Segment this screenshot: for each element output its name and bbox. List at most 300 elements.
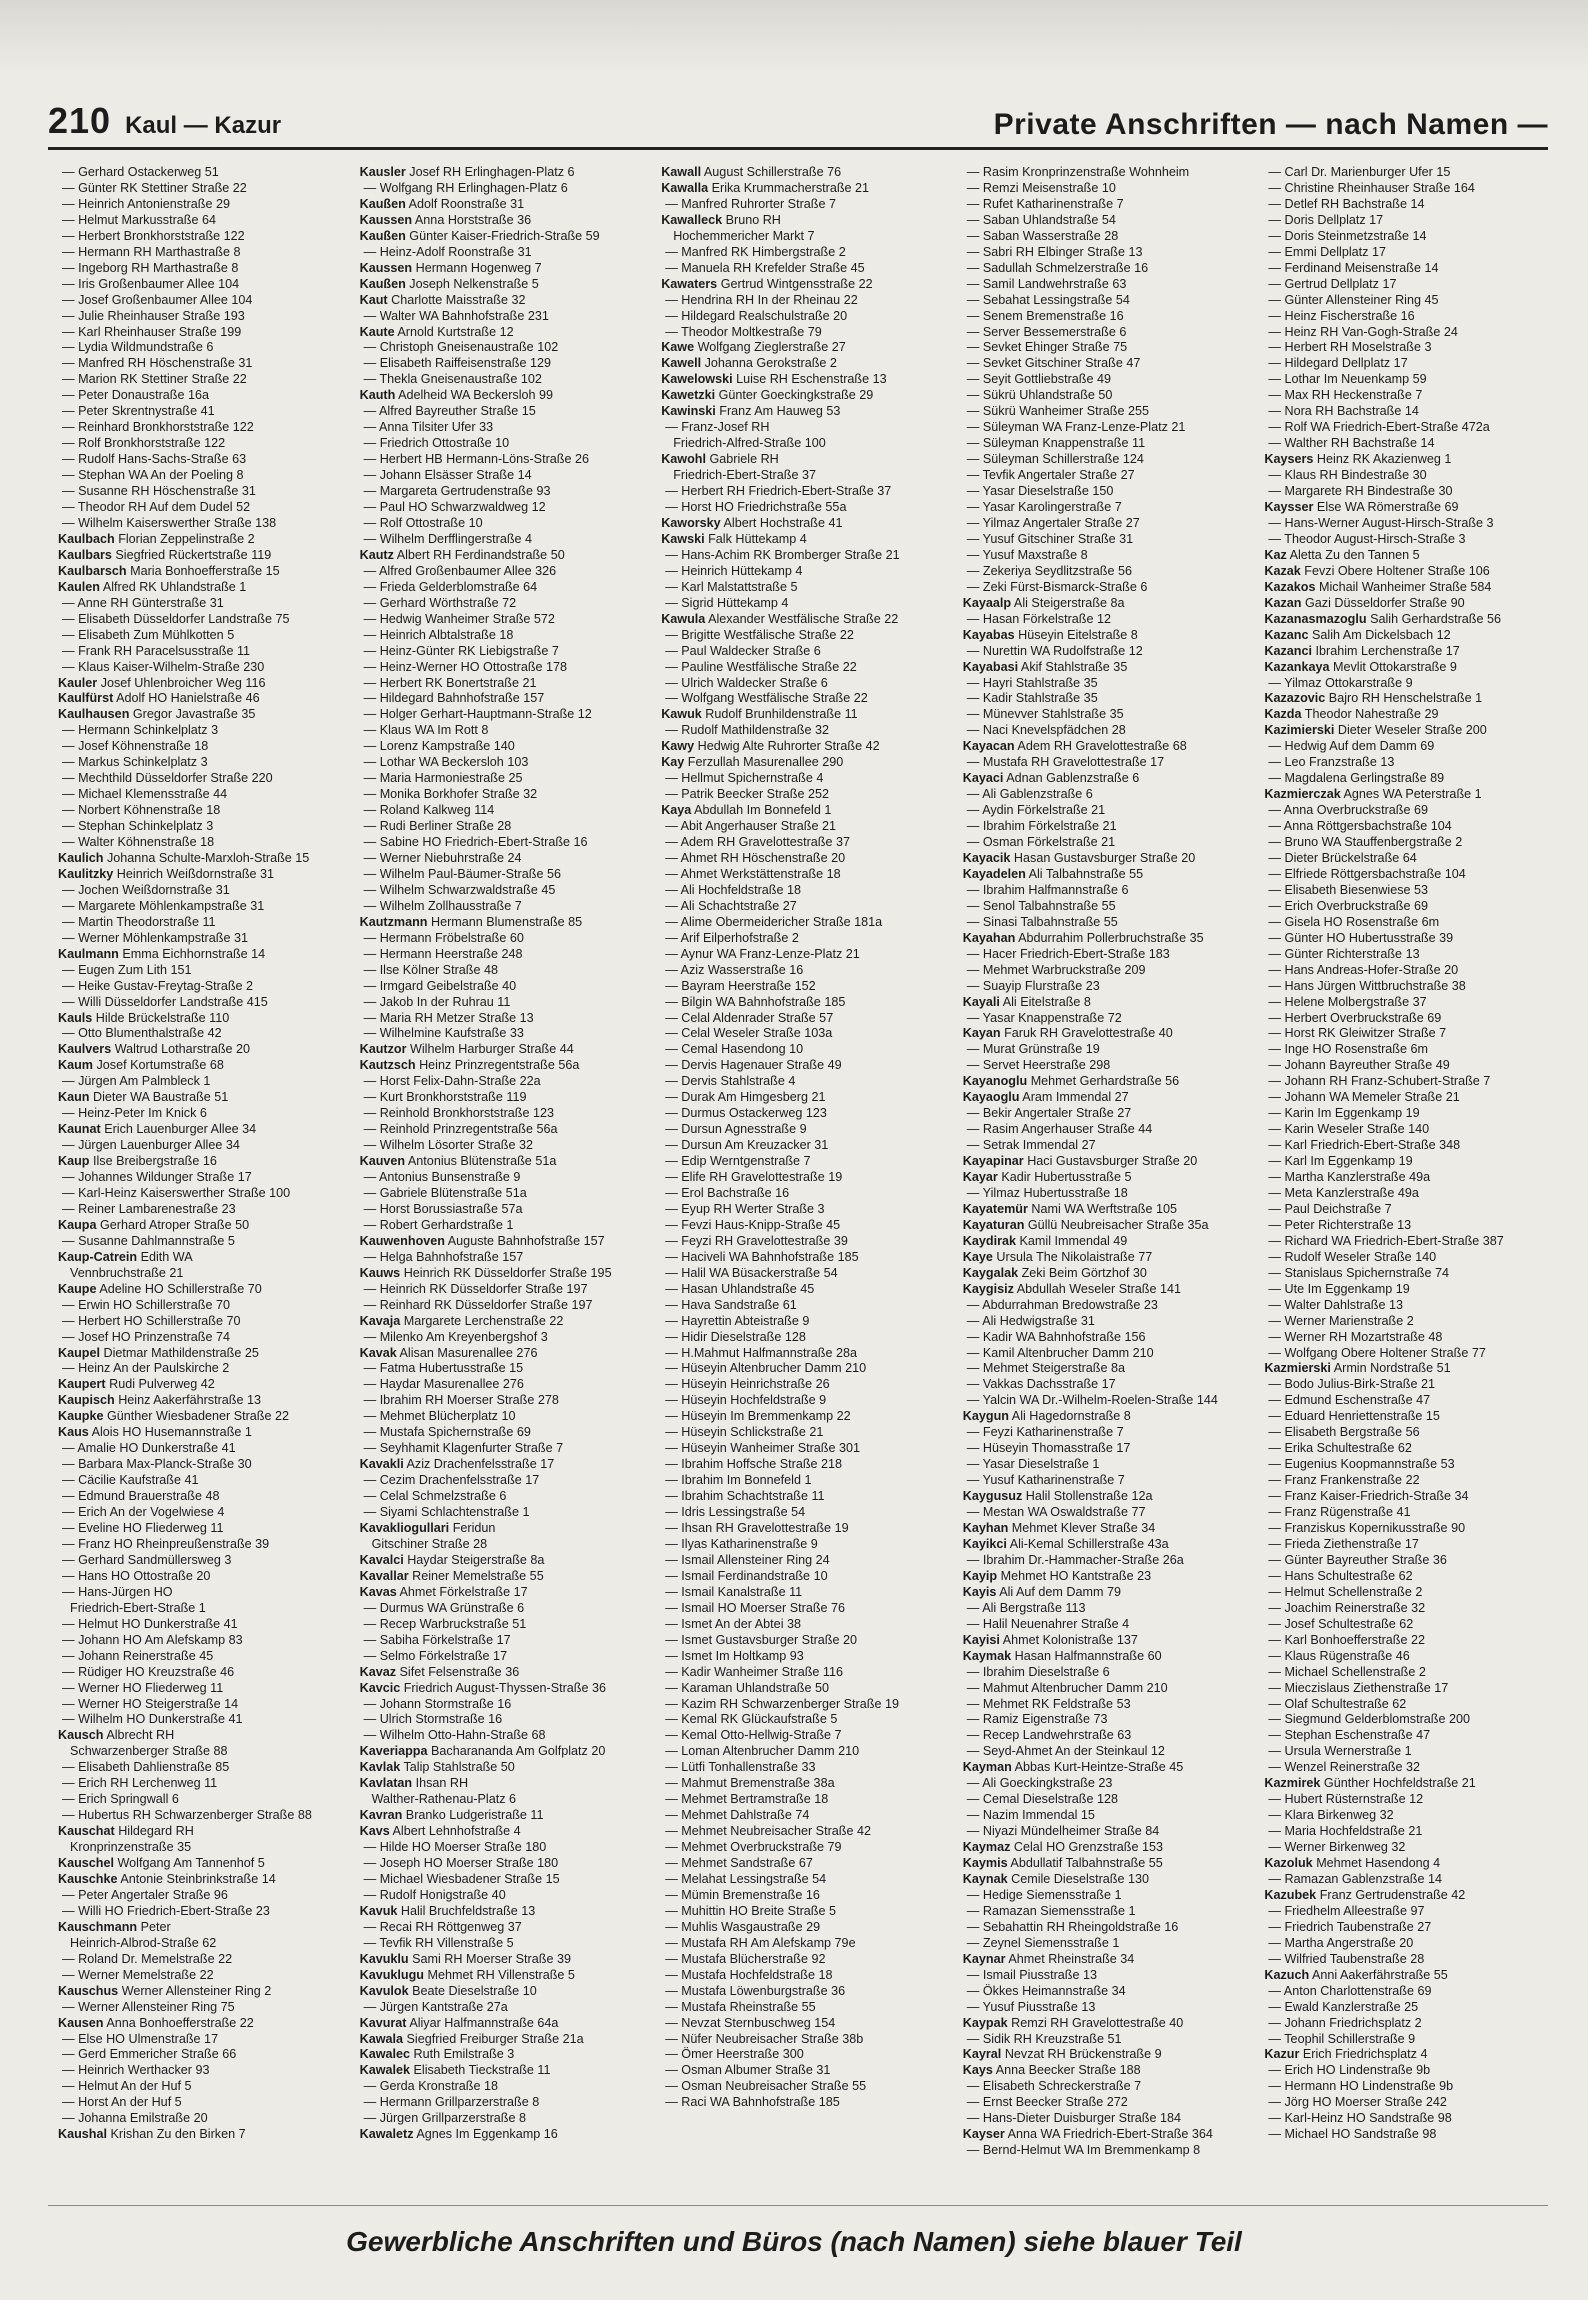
entry-text: Franziskus Kopernikusstraße 90 [1284, 1521, 1466, 1536]
entry-text: Mustafa RH Am Alefskamp 79e [681, 1935, 856, 1950]
directory-entry: — Samil Landwehrstraße 63 [966, 276, 1127, 291]
directory-entry [360, 165, 644, 181]
entry-text: Hans-Dieter Duisburger Straße 184 [982, 2111, 1181, 2126]
entry-text: Mehmet Warbruckstraße 209 [982, 962, 1146, 977]
surname: Kazmirek [1264, 1776, 1321, 1791]
directory-entry: — Ibrahim Dr.-Hammacher-Straße 26a [966, 1552, 1184, 1567]
directory-entry: — Ewald Kanzlerstraße 25 [1268, 1999, 1419, 2014]
entry-text: Eugen Zum Lith 151 [78, 962, 192, 977]
entry-text: Cemile Dieselstraße 130 [1011, 1871, 1149, 1886]
directory-entry: — Fatma Hubertusstraße 15 [363, 1361, 524, 1376]
surname: Kaysser [1264, 500, 1314, 515]
directory-entry: — Franz HO Rheinpreußenstraße 39 [62, 1536, 270, 1551]
entry-text: Karl Malstattstraße 5 [681, 579, 798, 594]
directory-entry: — Wilhelm Zollhausstraße 7 [363, 898, 522, 913]
directory-entry: — Seyd-Ahmet An der Steinkaul 12 [966, 1744, 1165, 1759]
directory-entry [963, 660, 1247, 676]
directory-entry: — Johann WA Memeler Straße 21 [1268, 1090, 1460, 1105]
directory-entry [1264, 500, 1548, 516]
directory-entry: — Erich Springwall 6 [62, 1792, 179, 1807]
entry-text: Ihsan RH Gravelottestraße 19 [681, 1521, 849, 1536]
entry-text: Alois HO Husemannstraße 1 [91, 1425, 252, 1440]
directory-entry: — Erol Bachstraße 16 [665, 1186, 790, 1200]
entry-text: Joseph Nelkenstraße 5 [409, 276, 539, 291]
entry-text: Heinz-Adolf Roonstraße 31 [379, 244, 532, 259]
directory-entry [1264, 1888, 1548, 1904]
surname: Kawala [359, 2031, 403, 2046]
entry-text: Franz Rügenstraße 41 [1284, 1505, 1411, 1520]
directory-entry: — Mustafa RH Am Alefskamp 79e [665, 1935, 856, 1950]
directory-entry: — Franz-Josef RH [665, 420, 770, 435]
directory-entry: — Thekla Gneisenaustraße 102 [363, 372, 542, 387]
entry-text: Zekeriya Seydlitzstraße 56 [982, 563, 1132, 578]
entry-text: Hubertus RH Schwarzenberger Straße 88 [78, 1808, 312, 1823]
directory-entry: — Frieda Gelderblomstraße 64 [363, 579, 538, 594]
directory-entry: — Norbert Köhnenstraße 18 [62, 803, 221, 818]
directory-entry: — Naci Knevelspfädchen 28 [966, 723, 1126, 738]
directory-entry: — Ibrahim Im Bonnefeld 1 [665, 1473, 812, 1488]
entry-text: Mustafa Rheinstraße 55 [681, 1999, 816, 2014]
directory-entry [963, 596, 1247, 612]
entry-text: Anna WA Friedrich-Ebert-Straße 364 [1007, 2127, 1213, 2142]
directory-entry: — Ismet Im Holtkamp 93 [665, 1648, 804, 1663]
entry-text: Maria Bonhoefferstraße 15 [130, 563, 280, 578]
directory-entry: — Wilhelm Paul-Bäumer-Straße 56 [363, 866, 561, 881]
entry-text: Ilse Breibergstraße 16 [92, 1154, 217, 1169]
directory-entry: — Hedige Siemensstraße 1 [966, 1887, 1122, 1902]
entry-text: Karl Rheinhauser Straße 199 [78, 324, 242, 339]
entry-text: Ilyas Katharinenstraße 9 [681, 1536, 818, 1551]
entry-text: Maria Harmoniestraße 25 [379, 771, 523, 786]
directory-entry: — Hüseyin Heinrichstraße 26 [665, 1377, 830, 1392]
directory-entry: — Hedwig Wanheimer Straße 572 [363, 611, 555, 626]
entry-text: Mehmet Steigerstraße 8a [982, 1361, 1125, 1376]
directory-entry: — Süleyman Schillerstraße 124 [966, 452, 1144, 467]
entry-text: Günter RK Stettiner Straße 22 [78, 180, 247, 195]
directory-entry [58, 1984, 342, 2000]
entry-text: Siyami Schlachtenstraße 1 [379, 1505, 530, 1520]
entry-text: Süleyman Schillerstraße 124 [982, 452, 1144, 467]
directory-entry [1264, 787, 1548, 803]
entry-text: Manfred Ruhrorter Straße 7 [681, 196, 836, 211]
entry-text: Wilhelm Kaiserswerther Straße 138 [78, 515, 277, 530]
entry-text: Emma Eichhornstraße 14 [122, 946, 266, 961]
surname: Kaulmann [58, 946, 119, 961]
entry-text: Hendrina RH In der Rheinau 22 [681, 292, 858, 307]
entry-text: Paul HO Schwarzwaldweg 12 [379, 500, 546, 515]
entry-text: Anton Charlottenstraße 69 [1283, 1983, 1432, 1998]
entry-text: Süleyman WA Franz-Lenze-Platz 21 [982, 420, 1186, 435]
entry-text: Kemal RK Glückaufstraße 5 [681, 1712, 838, 1727]
directory-entry: — Hermann Schinkelplatz 3 [62, 723, 219, 738]
entry-text: Arif Eilperhofstraße 2 [680, 930, 799, 945]
directory-entry: — Tevfik RH Villenstraße 5 [363, 1935, 514, 1950]
entry-text: Muhlis Wasgaustraße 29 [681, 1919, 821, 1934]
directory-entry [661, 404, 945, 420]
directory-entry [58, 2016, 342, 2032]
directory-entry: — Horst Felix-Dahn-Straße 22a [363, 1074, 541, 1089]
entry-text: Rasim Angerhauser Straße 44 [982, 1122, 1153, 1137]
entry-text: Heinrich Werthacker 93 [78, 2063, 210, 2078]
directory-entry: — Heinz An der Paulskirche 2 [62, 1361, 230, 1376]
directory-entry [963, 2047, 1247, 2063]
entry-text: Wenzel Reinerstraße 32 [1284, 1760, 1421, 1775]
entry-text: Klaus RH Bindestraße 30 [1284, 468, 1427, 483]
surname: Kawe [661, 340, 695, 355]
directory-entry [360, 2047, 644, 2063]
directory-entry [963, 1202, 1247, 1218]
surname: Kauler [58, 675, 98, 690]
directory-entry: — Jochen Weißdornstraße 31 [62, 882, 230, 897]
entry-text: Stanislaus Spichernstraße 74 [1284, 1265, 1449, 1280]
directory-entry [58, 1266, 342, 1282]
entry-text: Hüseyin Altenbrucher Damm 210 [681, 1361, 867, 1376]
entry-text: Hochemmericher Markt 7 [673, 228, 815, 243]
directory-entry: — Wilhelm Lösorter Straße 32 [363, 1138, 533, 1153]
directory-entry: — Doris Steinmetzstraße 14 [1268, 228, 1427, 243]
entry-text: Susanne RH Höschenstraße 31 [78, 484, 256, 499]
entry-text: Friedrich-Alfred-Straße 100 [673, 436, 826, 451]
surname: Kayadelen [962, 866, 1026, 881]
entry-text: Thekla Gneisenaustraße 102 [379, 372, 542, 387]
entry-text: Erol Bachstraße 16 [681, 1186, 790, 1200]
directory-entry: — Yasar Karolingerstraße 7 [966, 500, 1122, 515]
directory-entry [360, 1585, 644, 1601]
directory-entry [963, 851, 1247, 867]
surname: Kazmierczak [1264, 787, 1341, 802]
directory-entry: — Stephan Eschenstraße 47 [1268, 1728, 1431, 1743]
entry-text: Max RH Heckenstraße 7 [1284, 388, 1423, 403]
entry-text: Dieter WA Baustraße 51 [92, 1090, 229, 1105]
entry-text: Hacer Friedrich-Ebert-Straße 183 [982, 946, 1170, 961]
surname: Kazimierski [1264, 723, 1335, 738]
directory-entry: — Ismail HO Moerser Straße 76 [665, 1600, 846, 1615]
directory-entry: — Mustafa Blücherstraße 92 [665, 1951, 826, 1966]
entry-text: Seyit Gottliebstraße 49 [982, 372, 1111, 387]
directory-entry [360, 229, 644, 245]
entry-text: Hasan Halfmannstraße 60 [1014, 1648, 1162, 1663]
directory-entry: — Nazim Immendal 15 [966, 1808, 1095, 1823]
entry-text: Yasar Dieselstraße 1 [982, 1457, 1100, 1472]
entry-text: Gabriele RH [709, 452, 779, 467]
directory-entry: — Michael Wiesbadener Straße 15 [363, 1871, 560, 1886]
entry-text: Robert Gerhardstraße 1 [379, 1217, 514, 1232]
surname: Kawalec [359, 2047, 410, 2062]
entry-text: Nora RH Bachstraße 14 [1284, 404, 1419, 419]
entry-text: Bruno RH [725, 212, 781, 227]
directory-entry: — Erich Overbruckstraße 69 [1268, 898, 1428, 913]
directory-entry [360, 1346, 644, 1362]
entry-text: Luise RH Eschenstraße 13 [736, 372, 887, 387]
directory-entry [1264, 660, 1548, 676]
entry-text: Doris Dellplatz 17 [1284, 212, 1384, 227]
directory-entry: — Anna Tilsiter Ufer 33 [363, 420, 494, 435]
entry-text: Werner HO Fliederweg 11 [78, 1680, 224, 1695]
surname: Kazazovic [1264, 691, 1326, 706]
directory-entry: — Amalie HO Dunkerstraße 41 [62, 1441, 236, 1456]
entry-text: Monika Borkhofer Straße 32 [379, 787, 538, 802]
directory-entry [963, 1489, 1247, 1505]
entry-text: Sinasi Talbahnstraße 55 [982, 914, 1118, 929]
entry-text: Günter Bayreuther Straße 36 [1284, 1552, 1447, 1567]
directory-entry: — Johann Elsässer Straße 14 [363, 468, 532, 483]
entry-text: Horst Felix-Dahn-Straße 22a [379, 1074, 541, 1089]
surname: Kaulvers [58, 1042, 112, 1057]
directory-entry: — Sükrü Uhlandstraße 50 [966, 388, 1113, 403]
directory-entry [360, 1314, 644, 1330]
directory-entry: — Hüseyin Wanheimer Straße 301 [665, 1441, 861, 1456]
directory-entry: — Münevver Stahlstraße 35 [966, 707, 1124, 722]
directory-entry: — Olaf Schultestraße 62 [1268, 1696, 1407, 1711]
entry-text: Mehmet Blücherplatz 10 [379, 1409, 516, 1424]
entry-text: Klaus Rügenstraße 46 [1284, 1648, 1410, 1663]
directory-entry: — Ernst Beecker Straße 272 [966, 2095, 1128, 2110]
entry-text: Herbert HO Schillerstraße 70 [78, 1313, 241, 1328]
entry-text: Ferzullah Masurenallee 290 [687, 755, 844, 770]
entry-text: Wolfgang Westfälische Straße 22 [681, 691, 868, 706]
directory-entry: — Ramazan Gablenzstraße 14 [1268, 1871, 1442, 1886]
entry-text: Josef Großenbaumer Allee 104 [78, 292, 253, 307]
directory-entry: — Aziz Wasserstraße 16 [665, 962, 804, 977]
surname: Kaygusuz [962, 1489, 1023, 1504]
surname: Kazuch [1264, 1967, 1310, 1982]
entry-text: Ibrahim Halfmannstraße 6 [982, 882, 1129, 897]
directory-entry: — Haydar Masurenallee 276 [363, 1377, 524, 1392]
entry-text: Osman Neubreisacher Straße 55 [681, 2079, 867, 2094]
directory-entry: — Brigitte Westfälische Straße 22 [665, 627, 854, 642]
surname: Kauschat [58, 1824, 115, 1839]
directory-entry: — Hans HO Ottostraße 20 [62, 1568, 211, 1583]
directory-entry: — Bilgin WA Bahnhofstraße 185 [665, 994, 846, 1009]
entry-text: Abdullah Weseler Straße 141 [1016, 1281, 1181, 1296]
entry-text: Celal Schmelzstraße 6 [379, 1489, 507, 1504]
directory-entry: — Werner Möhlenkampstraße 31 [62, 930, 248, 945]
entry-text: Mehmet Dahlstraße 74 [681, 1808, 810, 1823]
directory-entry [963, 1170, 1247, 1186]
entry-text: Karl Bonhoefferstraße 22 [1284, 1632, 1425, 1647]
directory-entry: — Martha Angerstraße 20 [1268, 1935, 1414, 1950]
directory-entry: — Stanislaus Spichernstraße 74 [1268, 1265, 1449, 1280]
directory-entry: — Lydia Wildmundstraße 6 [62, 340, 214, 355]
directory-entry: — Paul Deichstraße 7 [1268, 1201, 1392, 1216]
directory-entry: — Herbert RK Bonertstraße 21 [363, 675, 537, 690]
surname: Kaynak [962, 1871, 1008, 1886]
entry-text: Ahmet RH Höschenstraße 20 [680, 850, 846, 865]
directory-entry: — Wolfgang RH Erlinghagen-Platz 6 [363, 180, 568, 195]
entry-text: Ali Talbahnstraße 55 [1028, 866, 1144, 881]
page-header [48, 92, 1548, 142]
directory-entry: — Peter Richterstraße 13 [1268, 1217, 1412, 1232]
entry-text: Ökkes Heimannstraße 34 [982, 1983, 1126, 1998]
entry-text: Klaus WA Im Rott 8 [379, 723, 489, 738]
surname: Kayali [962, 994, 1000, 1009]
directory-entry: — Durmus Ostackerweg 123 [665, 1106, 827, 1121]
entry-text: Maria RH Metzer Straße 13 [379, 1010, 534, 1025]
surname: Kaupert [58, 1377, 106, 1392]
directory-entry: — Werner Allensteiner Ring 75 [62, 1999, 235, 2014]
entry-text: Elisabeth Schreckerstraße 7 [982, 2079, 1142, 2094]
surname: Kaute [359, 324, 395, 339]
entry-text: Hedwig Auf dem Damm 69 [1284, 739, 1435, 754]
entry-text: Theodor RH Auf dem Dudel 52 [77, 500, 251, 515]
entry-text: Nevzat RH Brückenstraße 9 [1004, 2047, 1162, 2062]
surname: Kavuklugu [359, 1967, 424, 1982]
directory-entry: — Helmut HO Dunkerstraße 41 [62, 1616, 238, 1631]
directory-entry: — Wolfgang Obere Holtener Straße 77 [1268, 1345, 1486, 1360]
entry-text: Reiner Lambarenestraße 23 [78, 1201, 236, 1216]
directory-entry: — Server Bessemerstraße 6 [966, 324, 1127, 339]
entry-text: Erika Schultestraße 62 [1284, 1441, 1412, 1456]
entry-text: Reinhard Bronkhorststraße 122 [78, 420, 254, 435]
surname: Kaulbars [58, 547, 112, 562]
directory-entry: — Kadir Wanheimer Straße 116 [665, 1664, 843, 1679]
directory-entry [1264, 1856, 1548, 1872]
entry-text: Hermann Blumenstraße 85 [430, 914, 583, 929]
directory-entry: — Aydin Förkelstraße 21 [966, 803, 1106, 818]
entry-text: Kadir Stahlstraße 35 [982, 691, 1098, 706]
entry-text: Helmut Schellenstraße 2 [1284, 1584, 1423, 1599]
directory-entry: — Kemal Otto-Hellwig-Straße 7 [665, 1728, 842, 1743]
directory-entry: — Celal Schmelzstraße 6 [363, 1489, 507, 1504]
surname: Kaulen [58, 579, 100, 594]
directory-entry: — Eveline HO Fliederweg 11 [62, 1521, 224, 1536]
directory-entry: — Alime Obermeidericher Straße 181a [665, 914, 883, 929]
directory-entry: — Hacer Friedrich-Ebert-Straße 183 [966, 946, 1170, 961]
directory-entry: — Ferdinand Meisenstraße 14 [1268, 260, 1439, 275]
surname: Kaygalak [962, 1265, 1019, 1280]
entry-text: Gerhard Ostackerweg 51 [78, 165, 219, 179]
directory-entry: — Teophil Schillerstraße 9 [1268, 2031, 1416, 2046]
entry-text: Sami RH Moerser Straße 39 [412, 1951, 571, 1966]
entry-text: Gisela HO Rosenstraße 6m [1284, 914, 1440, 929]
entry-text: Franz HO Rheinpreußenstraße 39 [78, 1536, 270, 1551]
entry-text: Nevzat Sternbuschweg 154 [681, 2015, 836, 2030]
surname: Kautzor [359, 1042, 407, 1057]
directory-entry: — Sadullah Schmelzerstraße 16 [966, 260, 1149, 275]
entry-text: Dieter Weseler Straße 200 [1337, 723, 1487, 738]
entry-text: Franz Frankenstraße 22 [1284, 1473, 1420, 1488]
directory-entry: — Günter Richterstraße 13 [1268, 946, 1420, 961]
directory-entry: — Nora RH Bachstraße 14 [1268, 404, 1419, 419]
surname: Kaya [661, 803, 692, 818]
entry-text: Friedrich-Ebert-Straße 1 [70, 1600, 206, 1615]
entry-text: Frieda Gelderblomstraße 64 [379, 579, 538, 594]
directory-entry [661, 213, 945, 229]
entry-text: Walther RH Bachstraße 14 [1284, 436, 1435, 451]
directory-entry: — Durmus WA Grünstraße 6 [363, 1600, 525, 1615]
surname: Kay [661, 755, 685, 770]
directory-entry [360, 325, 644, 341]
entry-text: Recep Landwehrstraße 63 [982, 1728, 1132, 1743]
entry-text: Wilhelm HO Dunkerstraße 41 [78, 1712, 243, 1727]
directory-entry: — Werner RH Mozartstraße 48 [1268, 1329, 1443, 1344]
entry-text: Günter HO Hubertusstraße 39 [1284, 930, 1454, 945]
entry-text: Helene Molbergstraße 37 [1284, 994, 1427, 1009]
entry-text: Gerhard Wörthstraße 72 [379, 595, 517, 610]
entry-text: Wilhelm Derfflingerstraße 4 [379, 531, 533, 546]
directory-entry: — Gerd Emmericher Straße 66 [62, 2047, 237, 2062]
directory-entry: — Mehmet Overbruckstraße 79 [665, 1840, 842, 1855]
directory-entry [963, 1633, 1247, 1649]
directory-entry: — Karl Rheinhauser Straße 199 [62, 324, 242, 339]
directory-entry: — Wilhelm HO Dunkerstraße 41 [62, 1712, 243, 1727]
surname: Kaydirak [962, 1233, 1017, 1248]
entry-text: Ismail Piusstraße 13 [982, 1967, 1097, 1982]
directory-entry: — Mustafa Spichernstraße 69 [363, 1425, 531, 1440]
entry-text: Mustafa Spichernstraße 69 [379, 1425, 531, 1440]
directory-entry [360, 213, 644, 229]
directory-entry [661, 707, 945, 723]
directory-entry: — Robert Gerhardstraße 1 [363, 1217, 514, 1232]
entry-text: Holger Gerhart-Hauptmann-Straße 12 [379, 707, 592, 722]
directory-entry: — Heinz Fischerstraße 16 [1268, 308, 1415, 323]
entry-text: Abdurrahman Bredowstraße 23 [982, 1297, 1158, 1312]
directory-entry: — Zeynel Siemensstraße 1 [966, 1935, 1120, 1950]
entry-text: Zeki Beim Görtzhof 30 [1021, 1265, 1147, 1280]
entry-text: Ramazan Gablenzstraße 14 [1284, 1871, 1442, 1886]
directory-entry: — Wenzel Reinerstraße 32 [1268, 1760, 1421, 1775]
surname: Kaveriappa [359, 1744, 428, 1759]
directory-entry [360, 1569, 644, 1585]
entry-text: Kadir WA Bahnhofstraße 156 [982, 1329, 1146, 1344]
directory-entry: — Margarete Möhlenkampstraße 31 [62, 898, 265, 913]
directory-entry: — Hans-Dieter Duisburger Straße 184 [966, 2111, 1181, 2126]
directory-entry: — Ismail Allensteiner Ring 24 [665, 1552, 830, 1567]
directory-entry: — Irmgard Geibelstraße 40 [363, 978, 517, 993]
directory-entry: — Richard WA Friedrich-Ebert-Straße 387 [1268, 1233, 1504, 1248]
directory-entry [58, 1601, 342, 1617]
entry-text: Anna Röttgersbachstraße 104 [1283, 819, 1452, 834]
directory-entry [58, 580, 342, 596]
entry-text: Rudi Berliner Straße 28 [379, 819, 512, 834]
directory-entry: — Jürgen Lauenburger Allee 34 [62, 1138, 240, 1153]
entry-text: Milenko Am Kreyenbergshof 3 [379, 1329, 548, 1344]
directory-entry [58, 548, 342, 564]
directory-entry: — Haciveli WA Bahnhofstraße 185 [665, 1249, 859, 1264]
directory-entry: — Sebahattin RH Rheingoldstraße 16 [966, 1919, 1179, 1934]
directory-entry: — Muhlis Wasgaustraße 29 [665, 1919, 821, 1934]
directory-entry: — Walter WA Bahnhofstraße 231 [363, 308, 549, 323]
surname: Kautzmann [359, 914, 428, 929]
directory-entry: — Julie Rheinhauser Straße 193 [62, 308, 245, 323]
surname: Kaygisiz [962, 1281, 1014, 1296]
directory-entry: — Werner Birkenweg 32 [1268, 1840, 1406, 1855]
directory-entry [360, 1984, 644, 2000]
surname: Kavak [359, 1345, 397, 1360]
entry-text: Stephan WA An der Poeling 8 [78, 468, 244, 483]
directory-entry: — Hermann Fröbelstraße 60 [363, 930, 524, 945]
directory-entry [58, 867, 342, 883]
entry-text: Johannes Wildunger Straße 17 [78, 1170, 252, 1185]
directory-entry: — Pauline Westfälische Straße 22 [665, 659, 857, 674]
directory-entry: — Yasar Dieselstraße 1 [966, 1457, 1100, 1472]
directory-entry: — Hüseyin Im Bremmenkamp 22 [665, 1409, 851, 1424]
directory-entry: — Klara Birkenweg 32 [1268, 1808, 1394, 1823]
entry-text: Horst An der Huf 5 [78, 2095, 182, 2110]
directory-entry: — Anne RH Günterstraße 31 [62, 595, 224, 610]
entry-text: Gerhard Atroper Straße 50 [100, 1217, 250, 1232]
entry-text: Suayip Flurstraße 23 [982, 978, 1100, 993]
surname: Kaup [58, 1154, 90, 1169]
entry-text: Mümin Bremenstraße 16 [681, 1887, 820, 1902]
directory-entry: — Dervis Stahlstraße 4 [665, 1074, 796, 1089]
entry-text: Gerda Kronstraße 18 [379, 2079, 498, 2094]
entry-text: Emmi Dellplatz 17 [1284, 244, 1386, 259]
directory-entry: — Wilhelmine Kaufstraße 33 [363, 1026, 524, 1041]
directory-entry: — Elisabeth Schreckerstraße 7 [966, 2079, 1142, 2094]
entry-text: Ali Auf dem Damm 79 [999, 1584, 1122, 1599]
entry-text: Bacharananda Am Golfplatz 20 [431, 1744, 606, 1759]
